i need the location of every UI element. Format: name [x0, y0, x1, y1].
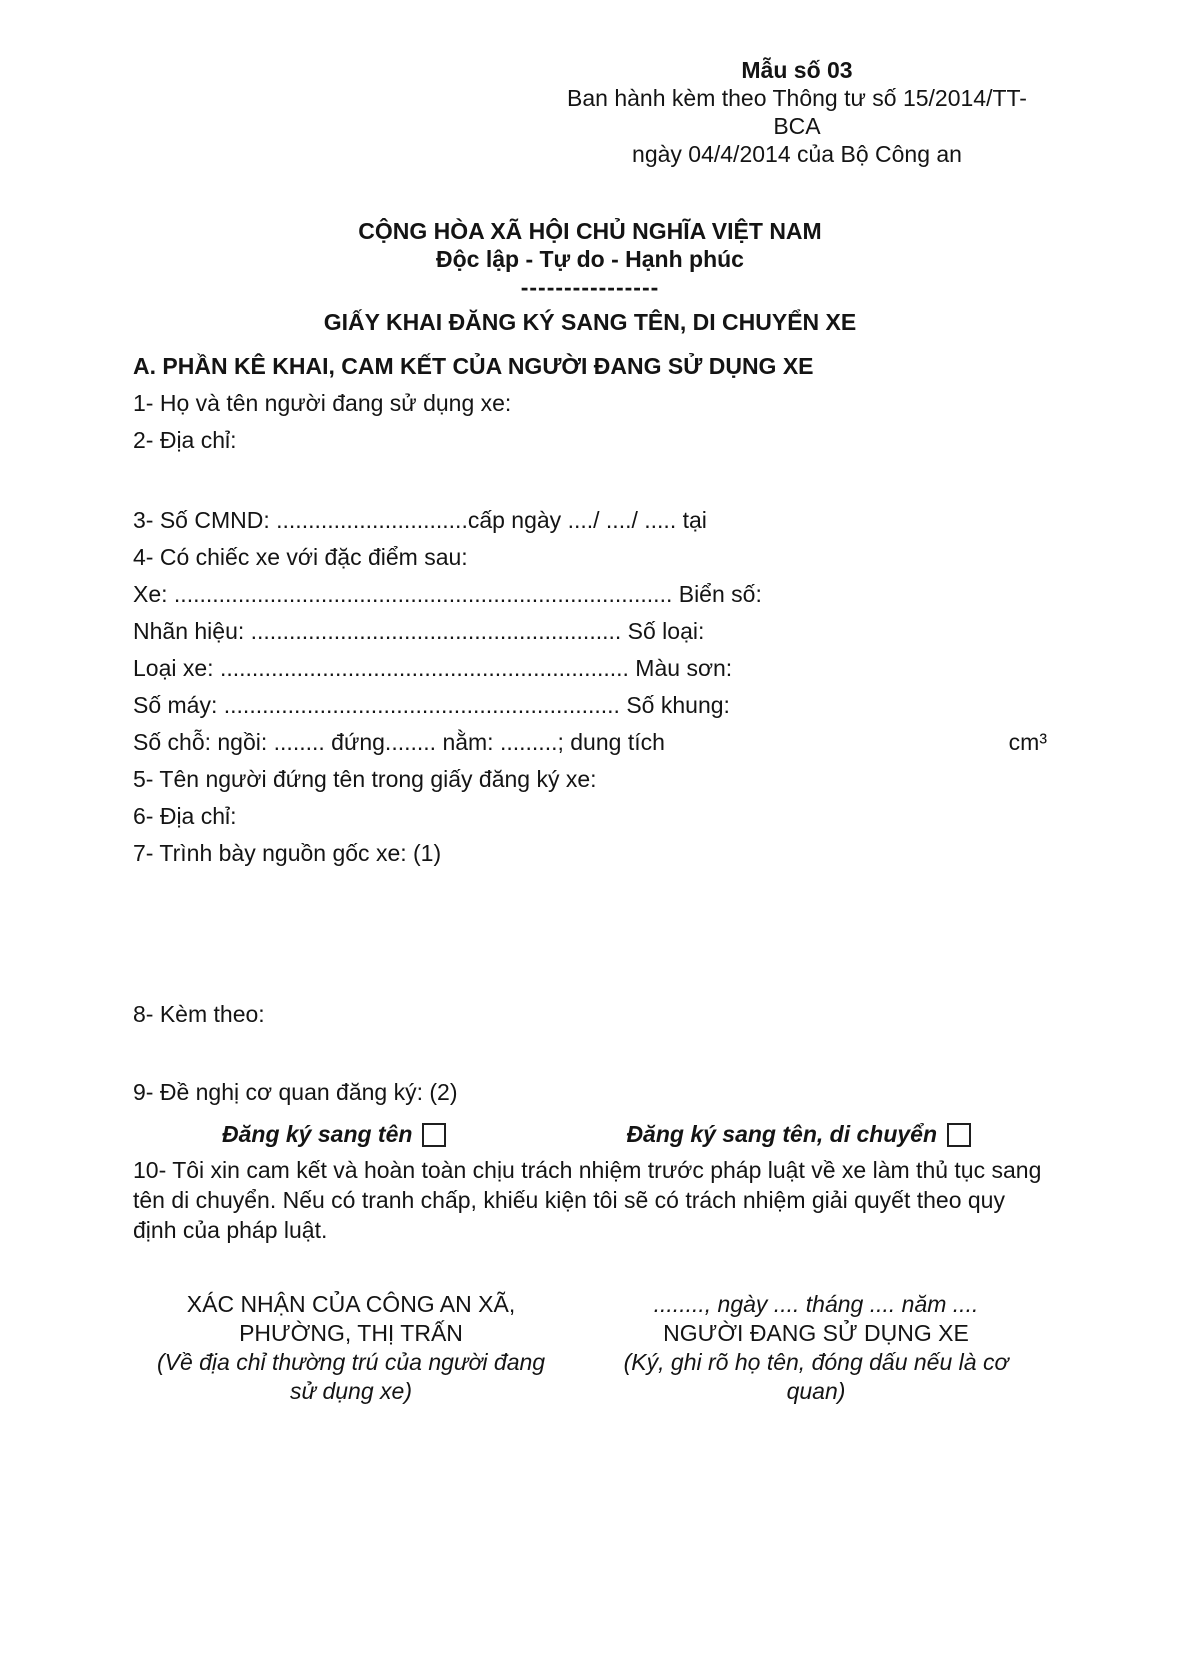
field-3-id-number: 3- Số CMND: ..............................cấp ngày ..../ ..../ ..... tại	[133, 507, 707, 533]
form-title: GIẤY KHAI ĐĂNG KÝ SANG TÊN, DI CHUYỂN XE	[323, 309, 857, 335]
capacity-unit: cm³	[1008, 729, 1047, 755]
section-a-heading: A. PHẦN KÊ KHAI, CAM KẾT CỦA NGƯỜI ĐANG SỬ DỤNG XE	[133, 353, 814, 379]
police-confirmation-note: (Về địa chỉ thường trú của người đang sử dụng xe)	[156, 1349, 546, 1404]
row-engine-chassis: Số máy: .............................................................. Số khung:	[133, 692, 730, 718]
form-number: Mẫu số 03	[741, 57, 853, 83]
user-signature-note: (Ký, ghi rõ họ tên, đóng dấu nếu là cơ quan)	[623, 1349, 1009, 1404]
issuance-line-2: BCA	[773, 113, 821, 139]
national-header	[133, 217, 1047, 301]
national-motto: Độc lập - Tự do - Hạnh phúc	[436, 246, 744, 272]
registration-options-row	[133, 1116, 1047, 1153]
signature-section	[133, 1290, 1047, 1406]
field-10-commitment: 10- Tôi xin cam kết và hoàn toàn chịu trách nhiệm trước pháp luật về xe làm thủ tục sang tên di chuyển. Nếu có tranh chấp, khiếu kiện tôi sẽ có trách nhiệm giải quyết theo quy định của pháp luật.	[133, 1157, 1042, 1243]
field-6-address: 6- Địa chỉ:	[133, 803, 237, 829]
divider-dashes: ----------------	[520, 274, 660, 300]
police-confirmation-title-line1: XÁC NHẬN CỦA CÔNG AN XÃ,	[186, 1291, 516, 1317]
field-4-vehicle-intro: 4- Có chiếc xe với đặc điểm sau:	[133, 544, 468, 570]
police-confirmation-block	[141, 1290, 561, 1406]
field-9-registration-request: 9- Đề nghị cơ quan đăng ký: (2)	[133, 1079, 458, 1105]
signature-date-line: ........, ngày .... tháng .... năm ....	[653, 1291, 979, 1317]
option-transfer-relocation-label: Đăng ký sang tên, di chuyển	[626, 1121, 938, 1147]
seats-capacity-label: Số chỗ: ngồi: ........ đứng........ nằm: .........; dung tích	[133, 729, 665, 755]
option-transfer-label: Đăng ký sang tên	[222, 1121, 413, 1147]
country-name: CỘNG HÒA XÃ HỘI CHỦ NGHĨA VIỆT NAM	[358, 218, 822, 244]
transfer-checkbox[interactable]	[422, 1123, 446, 1147]
row-vehicle-plate: Xe: .............................................................................. Biển số:	[133, 581, 762, 607]
page-content	[0, 56, 1180, 1406]
field-1-owner-name: 1- Họ và tên người đang sử dụng xe:	[133, 390, 512, 416]
transfer-relocation-checkbox[interactable]	[947, 1123, 971, 1147]
row-seats-capacity	[133, 724, 1047, 761]
field-7-vehicle-origin: 7- Trình bày nguồn gốc xe: (1)	[133, 840, 442, 866]
row-type-color: Loại xe: ................................................................ Màu sơn:	[133, 655, 733, 681]
issuance-line-1: Ban hành kèm theo Thông tư số 15/2014/TT-	[567, 85, 1027, 111]
user-signature-title: NGƯỜI ĐANG SỬ DỤNG XE	[663, 1320, 969, 1346]
issuance-line-3: ngày 04/4/2014 của Bộ Công an	[632, 141, 962, 167]
field-8-attachments: 8- Kèm theo:	[133, 1001, 265, 1027]
police-confirmation-title-line2: PHƯỜNG, THỊ TRẤN	[239, 1320, 463, 1346]
row-brand-model: Nhãn hiệu: .......................................................... Số loại:	[133, 618, 705, 644]
field-5-registered-owner: 5- Tên người đứng tên trong giấy đăng ký xe:	[133, 766, 597, 792]
user-signature-block	[617, 1290, 1015, 1406]
form-reference-block	[557, 56, 1037, 168]
field-2-address: 2- Địa chỉ:	[133, 427, 237, 453]
